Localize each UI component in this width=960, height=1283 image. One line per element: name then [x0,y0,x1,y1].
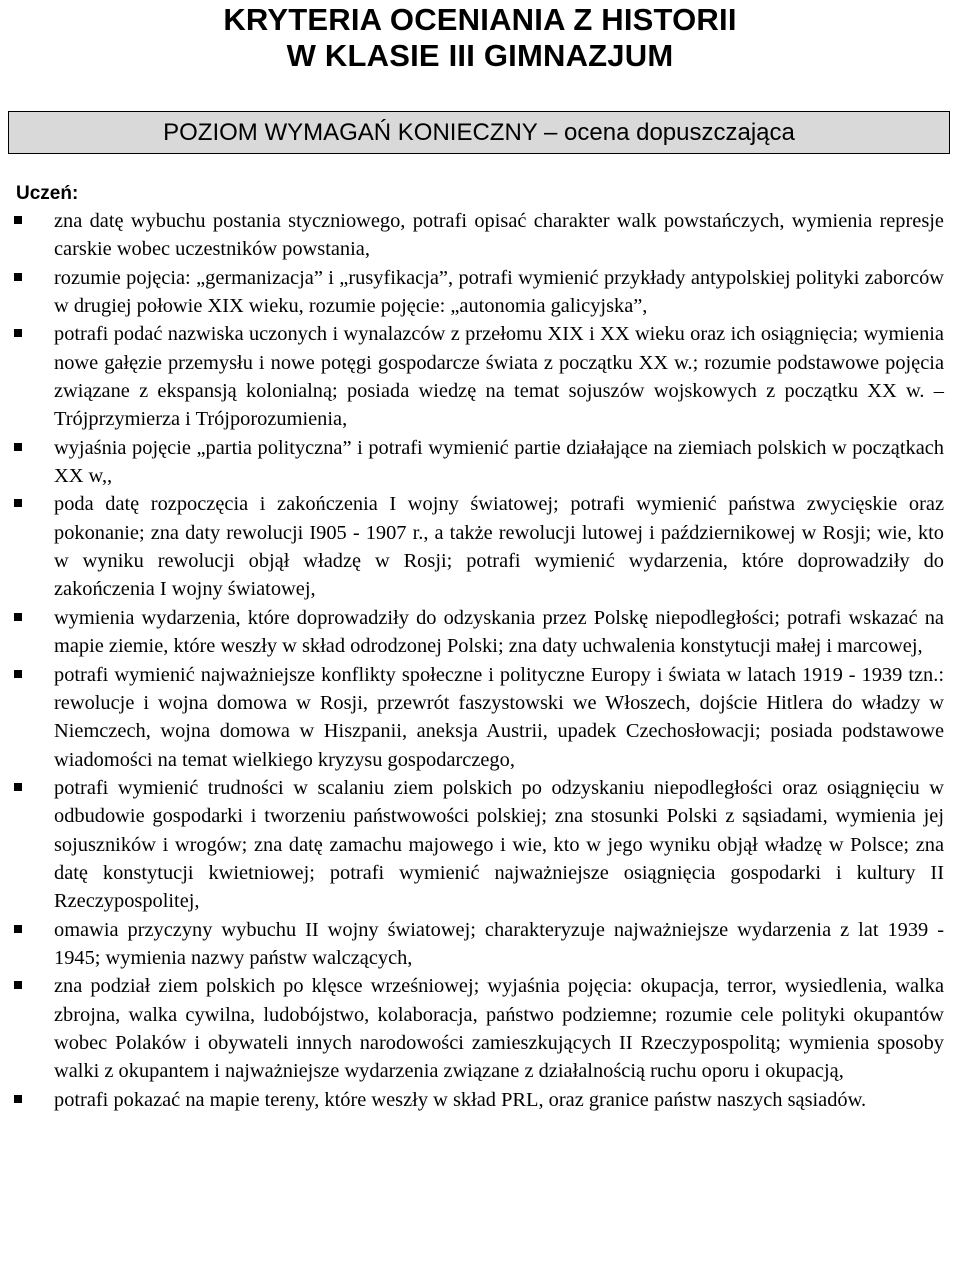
student-label: Uczeń: [16,183,79,204]
list-item [0,207,944,264]
requirement-level-heading [8,111,950,154]
square-bullet-icon [14,329,22,337]
criteria-text: rozumie pojęcia: „germanizacja” i „rusyfikacja”, potrafi wymienić przykłady antypolskiej polityki zaborców w drugiej połowie XIX wieku, rozumie pojęcie: „autonomia galicyjska”, [54,266,944,318]
title-line-2: W KLASIE III GIMNAZJUM [286,38,674,73]
square-bullet-icon [14,443,22,451]
criteria-text: wymienia wydarzenia, które doprowadziły do odzyskania przez Polskę niepodległości; potrafi wskazać na mapie ziemie, które weszły w skład odrodzonej Polski; zna daty uchwalenia konstytucji małej i marcowej, [54,606,944,658]
criteria-text: potrafi wymienić najważniejsze konflikty społeczne i polityczne Europy i świata w latach 1919 - 1939 tzn.: rewolucje i wojna domowa w Rosji, przewrót faszystowski we Włoszech, dojście Hitlera do władzy w Niemczech, wojna domowa w Hiszpanii, aneksja Austrii, upadek Czechosłowacji; posiada podstawowe wiadomości na temat wielkiego kryzysu gospodarczego, [54,663,944,771]
list-item [0,1086,944,1114]
criteria-text: zna datę wybuchu postania styczniowego, potrafi opisać charakter walk powstańczych, wymienia represje carskie wobec uczestników powstania, [54,210,944,261]
criteria-text: poda datę rozpoczęcia i zakończenia I wojny światowej; potrafi wymienić państwa zwycięskie oraz pokonanie; zna daty rewolucji I905 - 1907 r., a także rewolucji lutowej i październikowej w Rosji; wie, kto w wyniku rewolucji objął władzę w Rosji; potrafi wymienić wydarzenia, które doprowadziły do zakończenia I wojny światowej, [54,493,944,601]
list-item [0,264,944,321]
criteria-text: zna podział ziem polskich po klęsce wrześniowej; wyjaśnia pojęcia: okupacja, terror, wysiedlenia, walka zbrojna, walka cywilna, ludobójstwo, kolaboracja, państwo podziemne; rozumie cele polityki okupantów wobec Polaków i obywateli innych narodowości zamieszkujących II Rzeczypospolitą; wymienia sposoby walki z okupantem i najważniejsze wydarzenia związane z działalnością ruchu oporu i okupacją, [54,975,944,1083]
title-line-1: KRYTERIA OCENIANIA Z HISTORII [223,2,737,37]
square-bullet-icon [14,499,22,507]
requirement-level-text: POZIOM WYMAGAŃ KONIECZNY – ocena dopuszczająca [163,118,795,146]
list-item [0,774,944,916]
list-item [0,490,944,603]
list-item [0,972,944,1085]
criteria-text: omawia przyczyny wybuchu II wojny światowej; charakteryzuje najważniejsze wydarzenia z lat 1939 - 1945; wymienia nazwy państw walczących, [54,918,944,969]
square-bullet-icon [14,216,22,224]
square-bullet-icon [14,613,22,621]
list-item [0,320,944,433]
list-item [0,916,944,973]
criteria-list [0,207,944,1114]
criteria-text: wyjaśnia pojęcie „partia polityczna” i potrafi wymienić partie działające na ziemiach polskich w początkach XX w,, [54,436,944,488]
document-title [0,0,960,74]
list-item [0,604,944,661]
criteria-text: potrafi pokazać na mapie tereny, które weszły w skład PRL, oraz granice państw naszych sąsiadów. [54,1088,867,1111]
square-bullet-icon [14,981,22,989]
square-bullet-icon [14,670,22,678]
square-bullet-icon [14,783,22,791]
criteria-text: potrafi podać nazwiska uczonych i wynalazców z przełomu XIX i XX wieku oraz ich osiągnięcia; wymienia nowe gałęzie przemysłu i nowe potęgi gospodarcze świata z początku XX w.; rozumie podstawowe pojęcia związane z ekspansją kolonialną; posiada wiedzę na temat sojuszów wojskowych z początku XX w. – Trójprzymierza i Trójporozumienia, [54,323,944,431]
criteria-text: potrafi wymienić trudności w scalaniu ziem polskich po odzyskaniu niepodległości oraz osiągnięciu w odbudowie gospodarki i tworzeniu państwowości polskiej; zna stosunki Polski z sąsiadami, wymienia jej sojuszników i wrogów; zna datę zamachu majowego i wie, kto w jego wyniku objął władzę w Polsce; zna datę konstytucji kwietniowej; potrafi wymienić najważniejsze osiągnięcia gospodarki i kultury II Rzeczypospolitej, [54,776,944,913]
square-bullet-icon [14,925,22,933]
square-bullet-icon [14,1095,22,1103]
list-item [0,434,944,491]
square-bullet-icon [14,273,22,281]
list-item [0,661,944,774]
